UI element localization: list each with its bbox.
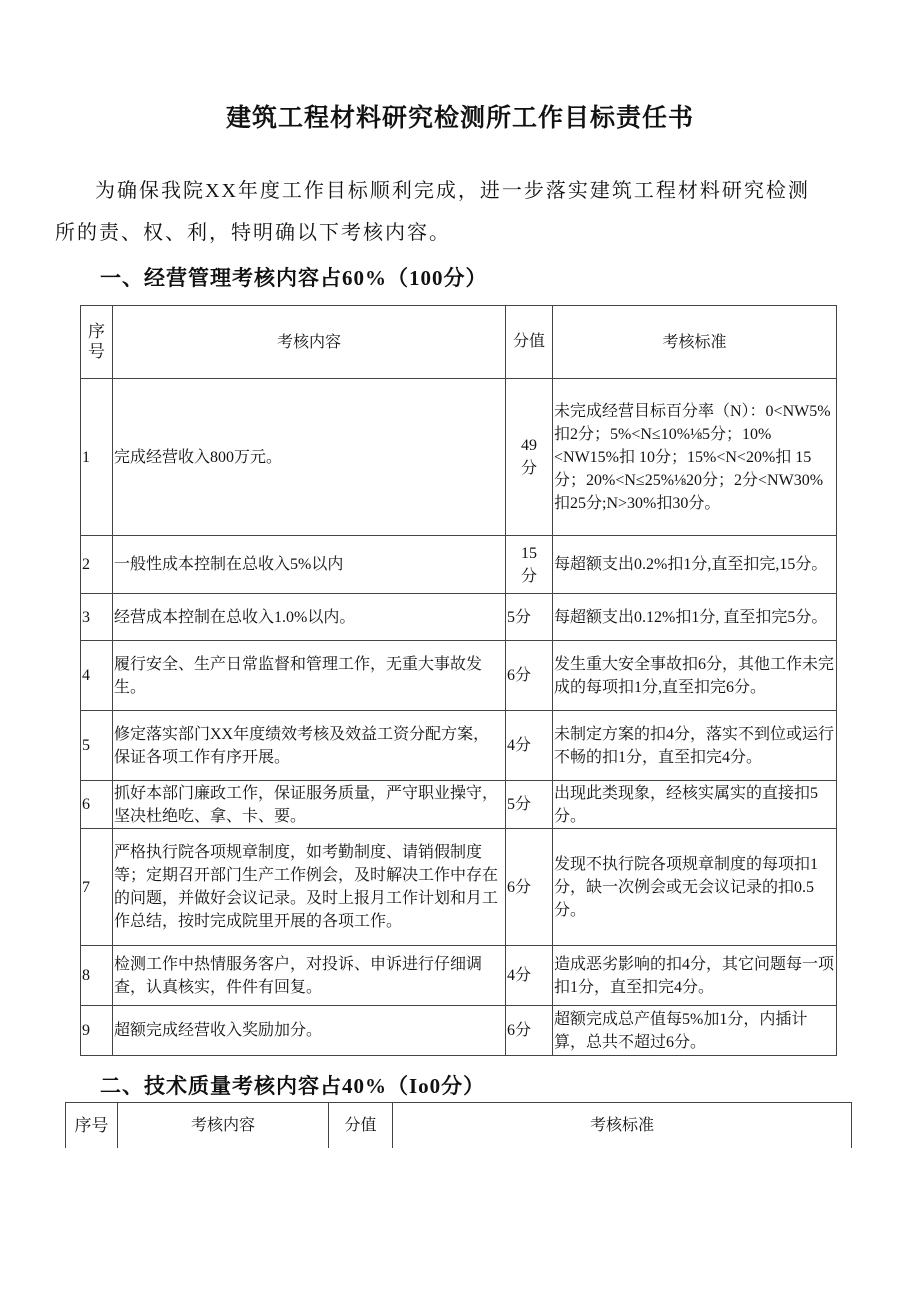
row-score: 15分 [506, 536, 553, 594]
row-standard: 每超额支出0.12%扣1分, 直至扣完5分。 [553, 594, 837, 641]
row-standard: 造成恶劣影响的扣4分，其它问题每一项扣1分，直至扣完4分。 [553, 946, 837, 1006]
row-standard: 发现不执行院各项规章制度的每项扣1分，缺一次例会或无会议记录的扣0.5分。 [553, 829, 837, 946]
row-content: 超额完成经营收入奖励加分。 [113, 1006, 506, 1056]
section1-heading: 一、经营管理考核内容占60%（100分） [100, 266, 488, 290]
row-score: 4分 [506, 711, 553, 781]
intro-paragraph [55, 170, 845, 254]
row-score: 49分 [506, 379, 553, 536]
row-number: 2 [81, 536, 113, 594]
row-score: 6分 [506, 1006, 553, 1056]
row-content: 完成经营收入800万元。 [113, 379, 506, 536]
table-row [81, 946, 837, 1006]
row-number: 6 [81, 781, 113, 829]
table-row [81, 641, 837, 711]
row-score: 6分 [506, 829, 553, 946]
row-content: 抓好本部门廉政工作，保证服务质量，严守职业操守，坚决杜绝吃、拿、卡、要。 [113, 781, 506, 829]
row-score: 4分 [506, 946, 553, 1006]
row-number: 8 [81, 946, 113, 1006]
row-content: 履行安全、生产日常监督和管理工作，无重大事故发生。 [113, 641, 506, 711]
table-header-row [81, 306, 837, 379]
row-number: 7 [81, 829, 113, 946]
row-content: 修定落实部门XX年度绩效考核及效益工资分配方案，保证各项工作有序开展。 [113, 711, 506, 781]
header-standard: 考核标准 [553, 306, 837, 379]
table-row [81, 711, 837, 781]
row-number: 9 [81, 1006, 113, 1056]
header-standard: 考核标准 [393, 1103, 852, 1149]
row-standard: 每超额支出0.2%扣1分,直至扣完,15分。 [553, 536, 837, 594]
header-score: 分值 [329, 1103, 393, 1149]
row-standard: 出现此类现象，经核实属实的直接扣5分。 [553, 781, 837, 829]
row-number: 4 [81, 641, 113, 711]
row-number: 1 [81, 379, 113, 536]
header-content: 考核内容 [113, 306, 506, 379]
intro-line: 所的责、权、利，特明确以下考核内容。 [55, 222, 451, 244]
section2-heading: 二、技术质量考核内容占40%（Io0分） [100, 1074, 486, 1098]
technical-assessment-table [65, 1102, 852, 1148]
table-row [81, 829, 837, 946]
table-row [81, 379, 837, 536]
header-no: 序号 [66, 1103, 118, 1149]
table-row [81, 594, 837, 641]
table-row [81, 1006, 837, 1056]
row-score: 5分 [506, 781, 553, 829]
table-row [81, 781, 837, 829]
row-content: 一般性成本控制在总收入5%以内 [113, 536, 506, 594]
row-content: 严格执行院各项规章制度，如考勤制度、请销假制度等；定期召开部门生产工作例会，及时解决工作中存在的问题，并做好会议记录。及时上报月工作计划和月工作总结，按时完成院里开展的各项工作。 [113, 829, 506, 946]
business-assessment-table [80, 305, 837, 1056]
row-number: 3 [81, 594, 113, 641]
row-number: 5 [81, 711, 113, 781]
header-no: 序号 [81, 306, 113, 379]
intro-line: 为确保我院XX年度工作目标顺利完成，进一步落实建筑工程材料研究检测 [95, 180, 810, 202]
row-standard: 未制定方案的扣4分，落实不到位或运行不畅的扣1分，直至扣完4分。 [553, 711, 837, 781]
table-row [81, 536, 837, 594]
row-content: 经营成本控制在总收入1.0%以内。 [113, 594, 506, 641]
header-score: 分值 [506, 306, 553, 379]
row-score: 5分 [506, 594, 553, 641]
document-title: 建筑工程材料研究检测所工作目标责任书 [225, 105, 694, 132]
row-content: 检测工作中热情服务客户，对投诉、申诉进行仔细调查，认真核实，件件有回复。 [113, 946, 506, 1006]
header-content: 考核内容 [118, 1103, 329, 1149]
row-standard: 发生重大安全事故扣6分，其他工作未完成的每项扣1分,直至扣完6分。 [553, 641, 837, 711]
row-standard: 未完成经营目标百分率（N）：0<NW5%扣2分；5%<N≤10%⅛5分；10%<NW15%扣 10分；15%<N<20%扣 15分；20%<N≤25%⅛20分；2分<NW30%扣25分;N>30%扣30分。 [553, 379, 837, 536]
row-standard: 超额完成总产值每5%加1分，内插计算，总共不超过6分。 [553, 1006, 837, 1056]
table-header-row [66, 1103, 852, 1149]
row-score: 6分 [506, 641, 553, 711]
